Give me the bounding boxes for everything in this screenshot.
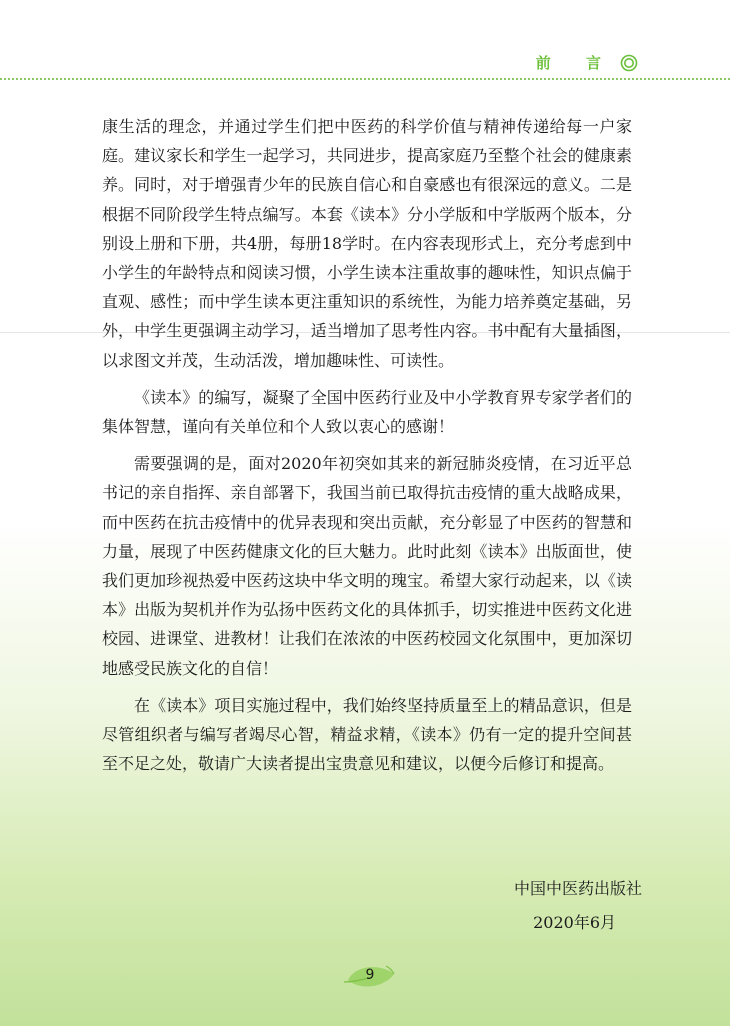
publisher-name: 中国中医药出版社 <box>513 879 642 898</box>
page-number: 9 <box>365 967 375 983</box>
header-dotted-rule <box>0 78 730 80</box>
signature-block <box>422 872 642 940</box>
paragraph-4: 在《读本》项目实施过程中，我们始终坚持质量至上的精品意识，但是尽管组织者与编写者竭尽心智，精益求精，《读本》仍有一定的提升空间甚至不足之处，敬请广大读者提出宝贵意见和建议，以便今后修订和提高。 <box>102 695 632 774</box>
running-header <box>536 52 638 73</box>
target-circle-icon <box>620 54 638 72</box>
body-text <box>102 112 632 786</box>
paragraph-1: 康生活的理念，并通过学生们把中医药的科学价值与精神传递给每一户家庭。建议家长和学生一起学习，共同进步，提高家庭乃至整个社会的健康素养。同时，对于增强青少年的民族自信心和自豪感也有很深远的意义。二是根据不同阶段学生特点编写。本套《读本》分小学版和中学版两个版本，分别设上册和下册，共4册，每册18学时。在内容表现形式上，充分考虑到中小学生的年龄特点和阅读习惯，小学生读本注重故事的趣味性，知识点偏于直观、感性；而中学生读本更注重知识的系统性，为能力培养奠定基础，另外，中学生更强调主动学习，适当增加了思考性内容。书中配有大量插图，以求图文并茂，生动活泼，增加趣味性、可读性。 <box>102 117 632 370</box>
page-number-badge <box>342 960 398 994</box>
publish-date: 2020年6月 <box>533 913 616 932</box>
paragraph-2: 《读本》的编写，凝聚了全国中医药行业及中小学教育界专家学者们的集体智慧，谨向有关单位和个人致以衷心的感谢！ <box>102 387 632 437</box>
header-title: 前 言 <box>535 54 616 72</box>
paragraph-3: 需要强调的是，面对2020年初突如其来的新冠肺炎疫情，在习近平总书记的亲自指挥、亲自部署下，我国当前已取得抗击疫情的重大战略成果，而中医药在抗击疫情中的优异表现和突出贡献，充分彰显了中医药的智慧和力量，展现了中医药健康文化的巨大魅力。此时此刻《读本》出版面世，使我们更加珍视热爱中医药这块中华文明的瑰宝。希望大家行动起来，以《读本》出版为契机并作为弘扬中医药文化的具体抓手，切实推进中医药文化进校园、进课堂、进教材！让我们在浓浓的中医药校园文化氛围中，更加深切地感受民族文化的自信！ <box>102 454 632 678</box>
